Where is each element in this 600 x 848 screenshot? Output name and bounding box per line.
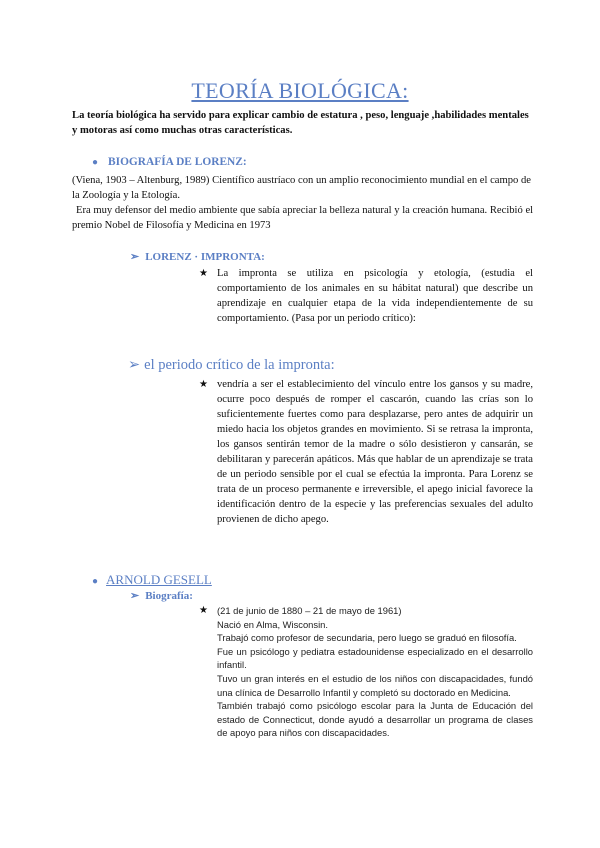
critico-heading-label: el periodo crítico de la impronta:: [144, 357, 335, 373]
star-bullet-icon: ★: [199, 379, 208, 390]
gesell-line: (21 de junio de 1880 – 21 de mayo de 1961): [217, 605, 402, 616]
critico-heading: [128, 357, 335, 374]
page-title: TEORÍA BIOLÓGICA:: [191, 78, 409, 103]
arrow-icon: ➢: [130, 251, 140, 263]
lorenz-heading: [92, 156, 247, 168]
intro-paragraph: La teoría biológica ha servido para explicar cambio de estatura , peso, lenguaje ,habilidades mentales y motoras así como muchas otras características.: [72, 110, 529, 136]
gesell-line: Fue un psicólogo y pediatra estadounidense especializado en el desarrollo infantil.: [217, 645, 533, 671]
bullet-icon: ●: [92, 576, 99, 587]
arrow-icon: ➢: [128, 357, 141, 373]
impronta-heading-label: LORENZ · IMPRONTA:: [145, 251, 265, 263]
gesell-biografia-label: Biografía:: [145, 590, 193, 602]
bullet-icon: ●: [92, 157, 99, 168]
impronta-block: [199, 266, 533, 326]
impronta-heading: [130, 250, 265, 263]
lorenz-bio-2: Era muy defensor del medio ambiente que sabía apreciar la belleza natural y la creación humana. Recibió el premio Nobel de Filosofía y Medicina en 1973: [72, 205, 534, 231]
star-bullet-icon: ★: [199, 605, 208, 616]
lorenz-heading-label: BIOGRAFÍA DE LORENZ:: [108, 156, 247, 168]
arrow-icon: ➢: [130, 590, 140, 602]
star-bullet-icon: ★: [199, 268, 208, 279]
gesell-bio-block: [199, 604, 533, 740]
impronta-text: La impronta se utiliza en psicología y etología, (estudia el comportamiento de los animales en su hábitat natural) que describe un aprendizaje en cualquier etapa de la vida independientemente de su comportamiento. (Pasa por un periodo crítico):: [217, 268, 533, 324]
gesell-line: Tuvo un gran interés en el estudio de los niños con discapacidades, fundó una clínica de Desarrollo Infantil y completó su doctorado en Medicina.: [217, 672, 533, 698]
gesell-line: Trabajó como profesor de secundaria, pero luego se graduó en filosofía.: [217, 632, 517, 644]
gesell-line: Nació en Alma, Wisconsin.: [217, 618, 328, 630]
gesell-heading: [92, 572, 212, 588]
lorenz-bio-1: (Viena, 1903 – Altenburg, 1989) Científico austríaco con un amplio reconocimiento mundial en el campo de la Zoología y la Etología.: [72, 175, 531, 201]
critico-block: [199, 377, 533, 527]
critico-text: vendría a ser el establecimiento del vínculo entre los gansos y su madre, ocurre poco después de romper el cascarón, cuando las crías son lo suficientemente fuertes como para desplazarse, pero antes de adquirir un miedo hacia los objetos grandes en movimiento. Si se retrasa la impronta, los gansos sentirán temor de la madre o sólo desistieron y cansarán, se debilitaran y parecerán apáticos. Más que hablar de un aprendizaje se trata de un periodo sensible por el cual se efectúa la impronta. Para Lorenz se trata de un proceso permanente e irreversible, el apego inicial favorece la identificación dentro de la especie y las preferencias sexuales del adulto provienen de dicho apego.: [217, 379, 533, 525]
gesell-heading-label: ARNOLD GESELL: [106, 572, 212, 587]
gesell-line: También trabajó como psicólogo escolar para la Junta de Educación del estado de Connecticut, donde ayudó a desarrollar un programa de clases de apoyo para niños con discapacidades.: [217, 700, 533, 739]
gesell-biografia-heading: [130, 589, 193, 602]
